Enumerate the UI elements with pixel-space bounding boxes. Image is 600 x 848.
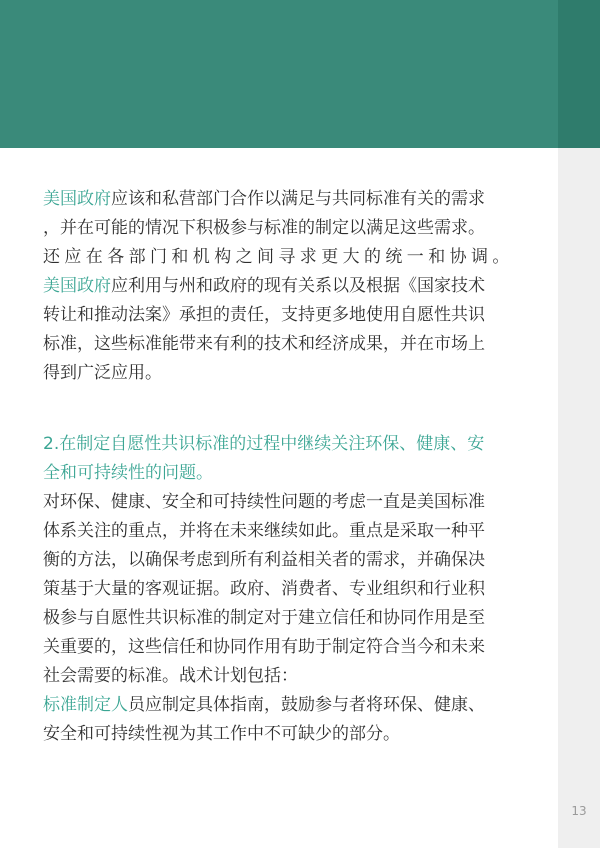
paragraph-ehs-focus — [43, 488, 523, 691]
header-band — [0, 0, 558, 148]
highlight-term: 美国政府 — [43, 189, 111, 209]
text-line: 对环保、健康、安全和可持续性问题的考虑一直是美国标准 — [43, 492, 485, 512]
paragraph-government-cooperation — [43, 185, 523, 388]
section-spacer — [43, 388, 523, 430]
page-body — [43, 185, 523, 749]
line-text: 得到广泛应用。 — [43, 363, 162, 383]
page-number: 13 — [571, 804, 587, 818]
text-line — [43, 185, 523, 214]
line-text: 员应制定具体指南，鼓励参与者将环保、健康、 — [128, 695, 485, 715]
section-heading — [43, 430, 523, 488]
text-line — [43, 359, 523, 388]
line-text: 还应在各部门和机构之间寻求更大的统一和协调。 — [43, 247, 514, 267]
line-text: 转让和推动法案》承担的责任，支持更多地使用自愿性共识 — [43, 305, 485, 325]
text-line: 策基于大量的客观证据。政府、消费者、专业组织和行业积 — [43, 579, 485, 599]
text-line: 关重要的，这些信任和协同作用有助于制定符合当今和未来 — [43, 637, 485, 657]
text-line — [43, 214, 523, 243]
line-text: 应利用与州和政府的现有关系以及根据《国家技术 — [111, 276, 485, 296]
header-corner-block — [558, 0, 600, 148]
line-text: 安全和可持续性视为其工作中不可缺少的部分。 — [43, 724, 400, 744]
text-line: 体系关注的重点，并将在未来继续如此。重点是采取一种平 — [43, 521, 485, 541]
text-line — [43, 301, 523, 330]
text-line: 衡的方法，以确保考虑到所有利益相关者的需求，并确保决 — [43, 550, 485, 570]
heading-line: 2.在制定自愿性共识标准的过程中继续关注环保、健康、安 — [43, 434, 485, 454]
highlight-term: 美国政府 — [43, 276, 111, 296]
text-line — [43, 720, 523, 749]
line-text: 标准，这些标准能带来有利的技术和经济成果，并在市场上 — [43, 334, 485, 354]
page-side-strip — [558, 148, 600, 848]
heading-line: 全和可持续性的问题。 — [43, 463, 213, 483]
paragraph-tactical-plan — [43, 691, 523, 749]
text-line: 社会需要的标准。战术计划包括： — [43, 666, 298, 686]
text-line — [43, 691, 523, 720]
highlight-term: 标准制定人 — [43, 695, 128, 715]
text-line — [43, 330, 523, 359]
text-line — [43, 243, 523, 272]
text-line — [43, 272, 523, 301]
line-text: 应该和私营部门合作以满足与共同标准有关的需求 — [111, 189, 485, 209]
line-text: ，并在可能的情况下积极参与标准的制定以满足这些需求。 — [43, 218, 485, 238]
text-line: 极参与自愿性共识标准的制定对于建立信任和协同作用是至 — [43, 608, 485, 628]
